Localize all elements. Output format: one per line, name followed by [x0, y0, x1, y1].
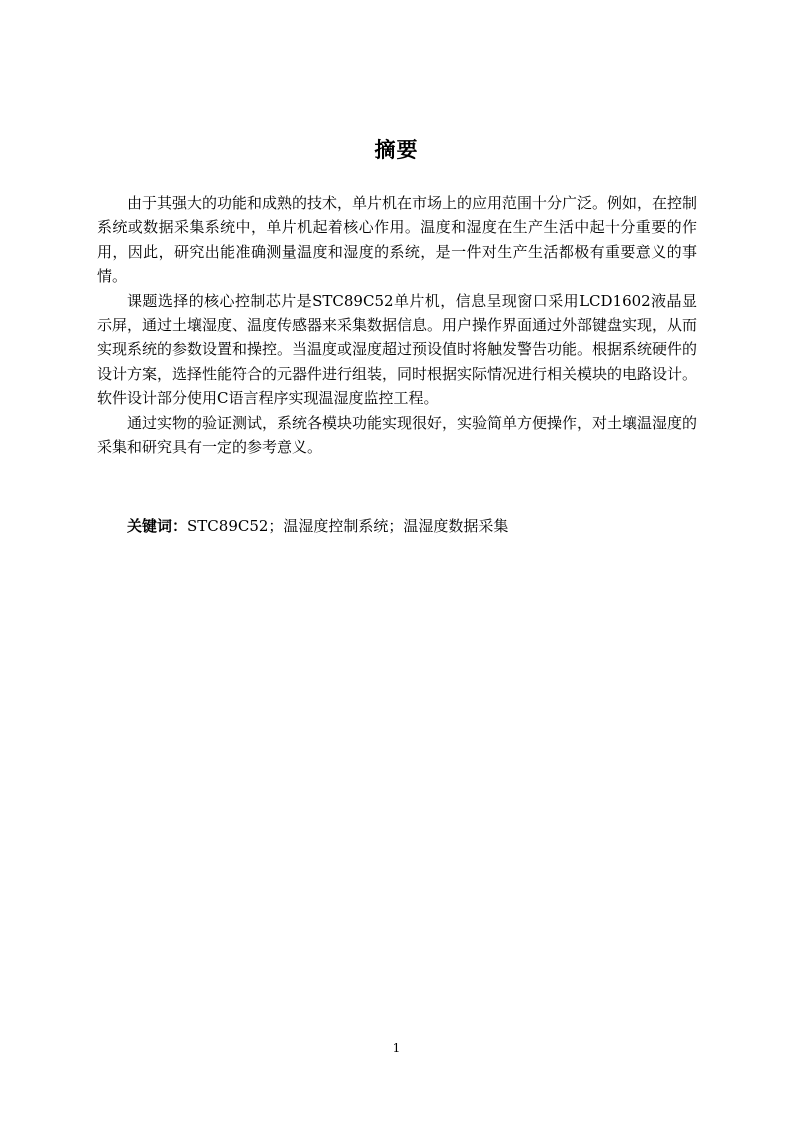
abstract-paragraph-1: 由于其强大的功能和成熟的技术，单片机在市场上的应用范围十分广泛。例如，在控制系统或数据采集系统中，单片机起着核心作用。温度和湿度在生产生活中起十分重要的作用，因此，研究出能准确测量温度和湿度的系统，是一件对生产生活都极有重要意义的事情。 — [97, 194, 698, 286]
page-number: 1 — [392, 1041, 401, 1055]
abstract-paragraph-3: 通过实物的验证测试，系统各模块功能实现很好，实验简单方便操作，对土壤温湿度的采集和研究具有一定的参考意义。 — [97, 413, 698, 457]
keywords-label: 关键词： — [127, 517, 188, 535]
abstract-paragraph-2: 课题选择的核心控制芯片是STC89C52单片机，信息呈现窗口采用LCD1602液晶显示屏，通过土壤湿度、温度传感器来采集数据信息。用户操作界面通过外部键盘实现，从而实现系统的参数设置和操控。当温度或湿度超过预设值时将触发警告功能。根据系统硬件的设计方案，选择性能符合的元器件进行组装，同时根据实际情况进行相关模块的电路设计。软件设计部分使用C语言程序实现温湿度监控工程。 — [97, 291, 698, 408]
abstract-title: 摘要 — [374, 138, 419, 162]
abstract-body — [97, 191, 697, 459]
keywords-line — [127, 514, 707, 538]
keywords-text: STC89C52；温湿度控制系统；温湿度数据采集 — [187, 517, 509, 535]
